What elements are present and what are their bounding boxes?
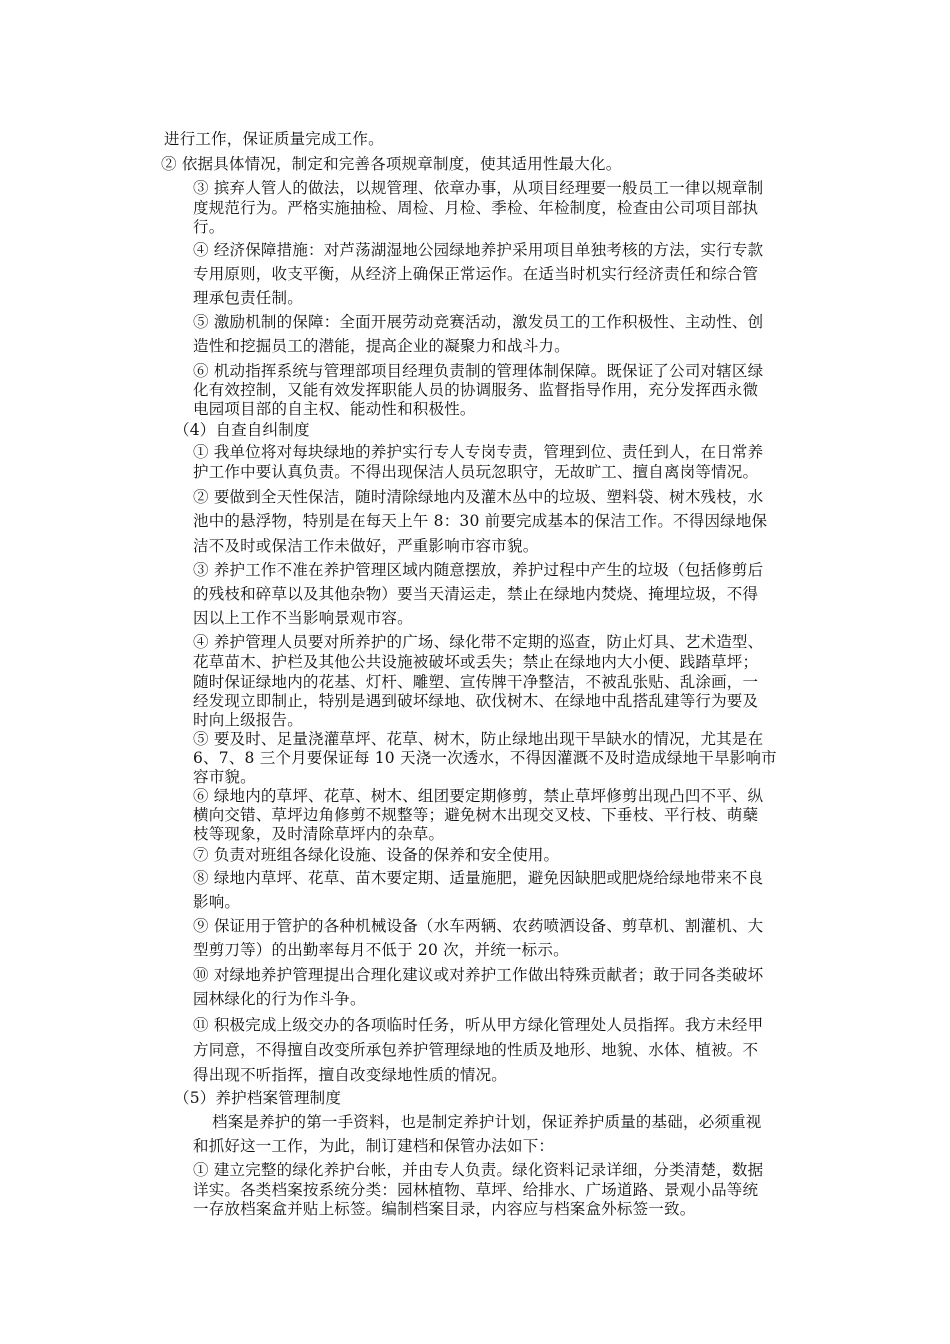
text-line: 行。 — [193, 218, 225, 236]
text-line: ③ 摈弃人管人的做法，以规管理、依章办事，从项目经理要一般员工一律以规章制 — [193, 179, 764, 197]
text-line: 洁不及时或保洁工作未做好，严重影响市容市貌。 — [193, 537, 539, 555]
text-line: ⑪ 积极完成上级交办的各项临时任务，听从甲方绿化管理处人员指挥。我方未经甲 — [193, 1016, 764, 1034]
text-line: ② 依据具体情况，制定和完善各项规章制度，使其适用性最大化。 — [161, 155, 622, 173]
text-line: 详实。各类档案按系统分类：园林植物、草坪、给排水、广场道路、景观小品等统 — [193, 1181, 759, 1199]
text-line: 枝等现象，及时清除草坪内的杂草。 — [193, 825, 445, 843]
text-line: 化有效控制，又能有效发挥职能人员的协调服务、监督指导作用，充分发挥西永微 — [193, 381, 759, 399]
text-line: ⑤ 激励机制的保障：全面开展劳动竞赛活动，激发员工的工作积极性、主动性、创 — [193, 313, 764, 331]
text-line: 的残枝和碎草以及其他杂物）要当天清运走，禁止在绿地内焚烧、掩埋垃圾，不得 — [193, 585, 759, 603]
text-line: ② 要做到全天性保洁，随时清除绿地内及灌木丛中的垃圾、塑料袋、树木残枝，水 — [193, 488, 764, 506]
text-line: 档案是养护的第一手资料，也是制定养护计划，保证养护质量的基础，必须重视 — [212, 1113, 762, 1131]
text-line: ④ 经济保障措施：对芦荡湖湿地公园绿地养护采用项目单独考核的方法，实行专款 — [193, 241, 764, 259]
text-line: ① 我单位将对每块绿地的养护实行专人专岗专责，管理到位、责任到人，在日常养 — [193, 443, 764, 461]
text-line: 影响。 — [193, 893, 241, 911]
text-line: 电园项目部的自主权、能动性和积极性。 — [193, 400, 476, 418]
text-line: 横向交错、草坪边角修剪不规整等；避免树木出现交叉枝、下垂枝、平行枝、萌蘖 — [193, 806, 759, 824]
text-line: 专用原则，收支平衡，从经济上确保正常运作。在适当时机实行经济责任和综合管 — [193, 265, 759, 283]
text-line: ⑩ 对绿地养护管理提出合理化建议或对养护工作做出特殊贡献者；敢于同各类破坏 — [193, 966, 764, 984]
text-line: 池中的悬浮物，特别是在每天上午 8：30 前要完成基本的保洁工作。不得因绿地保 — [193, 512, 768, 530]
text-line: ④ 养护管理人员要对所养护的广场、绿化带不定期的巡查，防止灯具、艺术造型、 — [193, 633, 764, 651]
text-line: ① 建立完整的绿化养护台帐，并由专人负责。绿化资料记录详细，分类清楚，数据 — [193, 1161, 764, 1179]
text-line: 理承包责任制。 — [193, 289, 303, 307]
text-line: ⑥ 绿地内的草坪、花草、树木、组团要定期修剪，禁止草坪修剪出现凸凹不平、纵 — [193, 787, 764, 805]
text-line: 一存放档案盒并贴上标签。编制档案目录，内容应与档案盒外标签一致。 — [193, 1200, 696, 1218]
text-line: ⑦ 负责对班组各绿化设施、设备的保养和安全使用。 — [193, 846, 560, 864]
text-line: 6、7、8 三个月要保证每 10 天浇一次透水，不得因灌溉不及时造成绿地干旱影响市 — [193, 749, 777, 767]
text-line: 园林绿化的行为作斗争。 — [193, 990, 366, 1008]
text-line: 经发现立即制止，特别是遇到破坏绿地、砍伐树木、在绿地中乱搭乱建等行为要及 — [193, 692, 759, 710]
text-line: 型剪刀等）的出勤率每月不低于 20 次，并统一标示。 — [193, 941, 569, 959]
text-line: 和抓好这一工作，为此，制订建档和保管办法如下： — [193, 1137, 555, 1155]
text-line: ⑨ 保证用于管护的各种机械设备（水车两辆、农药喷洒设备、剪草机、割灌机、大 — [193, 917, 764, 935]
text-line: 造性和挖掘员工的潜能，提高企业的凝聚力和战斗力。 — [193, 337, 570, 355]
text-line: ⑥ 机动指挥系统与管理部项目经理负责制的管理体制保障。既保证了公司对辖区绿 — [193, 362, 764, 380]
text-line: 度规范行为。严格实施抽检、周检、月检、季检、年检制度，检查由公司项目部执 — [193, 199, 759, 217]
text-line: 进行工作，保证质量完成工作。 — [164, 130, 384, 148]
section-heading: （5）养护档案管理制度 — [174, 1089, 342, 1107]
text-line: 方同意，不得擅自改变所承包养护管理绿地的性质及地形、地貌、水体、植被。不 — [193, 1041, 759, 1059]
text-line: 因以上工作不当影响景观市容。 — [193, 609, 413, 627]
text-line: ⑧ 绿地内草坪、花草、苗木要定期、适量施肥，避免因缺肥或肥烧给绿地带来不良 — [193, 869, 764, 887]
section-heading: （4）自查自纠制度 — [174, 421, 310, 439]
text-line: ⑤ 要及时、足量浇灌草坪、花草、树木，防止绿地出现干旱缺水的情况，尤其是在 — [193, 730, 764, 748]
text-line: 容市貌。 — [193, 768, 256, 786]
text-line: 花草苗木、护栏及其他公共设施被破坏或丢失；禁止在绿地内大小便、践踏草坪； — [193, 653, 759, 671]
text-line: 得出现不听指挥，擅自改变绿地性质的情况。 — [193, 1066, 508, 1084]
text-line: 随时保证绿地内的花基、灯杆、雕塑、宣传牌干净整洁，不被乱张贴、乱涂画，一 — [193, 673, 759, 691]
text-line: 护工作中要认真负责。不得出现保洁人员玩忽职守，无故旷工、擅自离岗等情况。 — [193, 463, 759, 481]
text-line: ③ 养护工作不准在养护管理区域内随意摆放，养护过程中产生的垃圾（包括修剪后 — [193, 561, 764, 579]
text-line: 时向上级报告。 — [193, 711, 303, 729]
